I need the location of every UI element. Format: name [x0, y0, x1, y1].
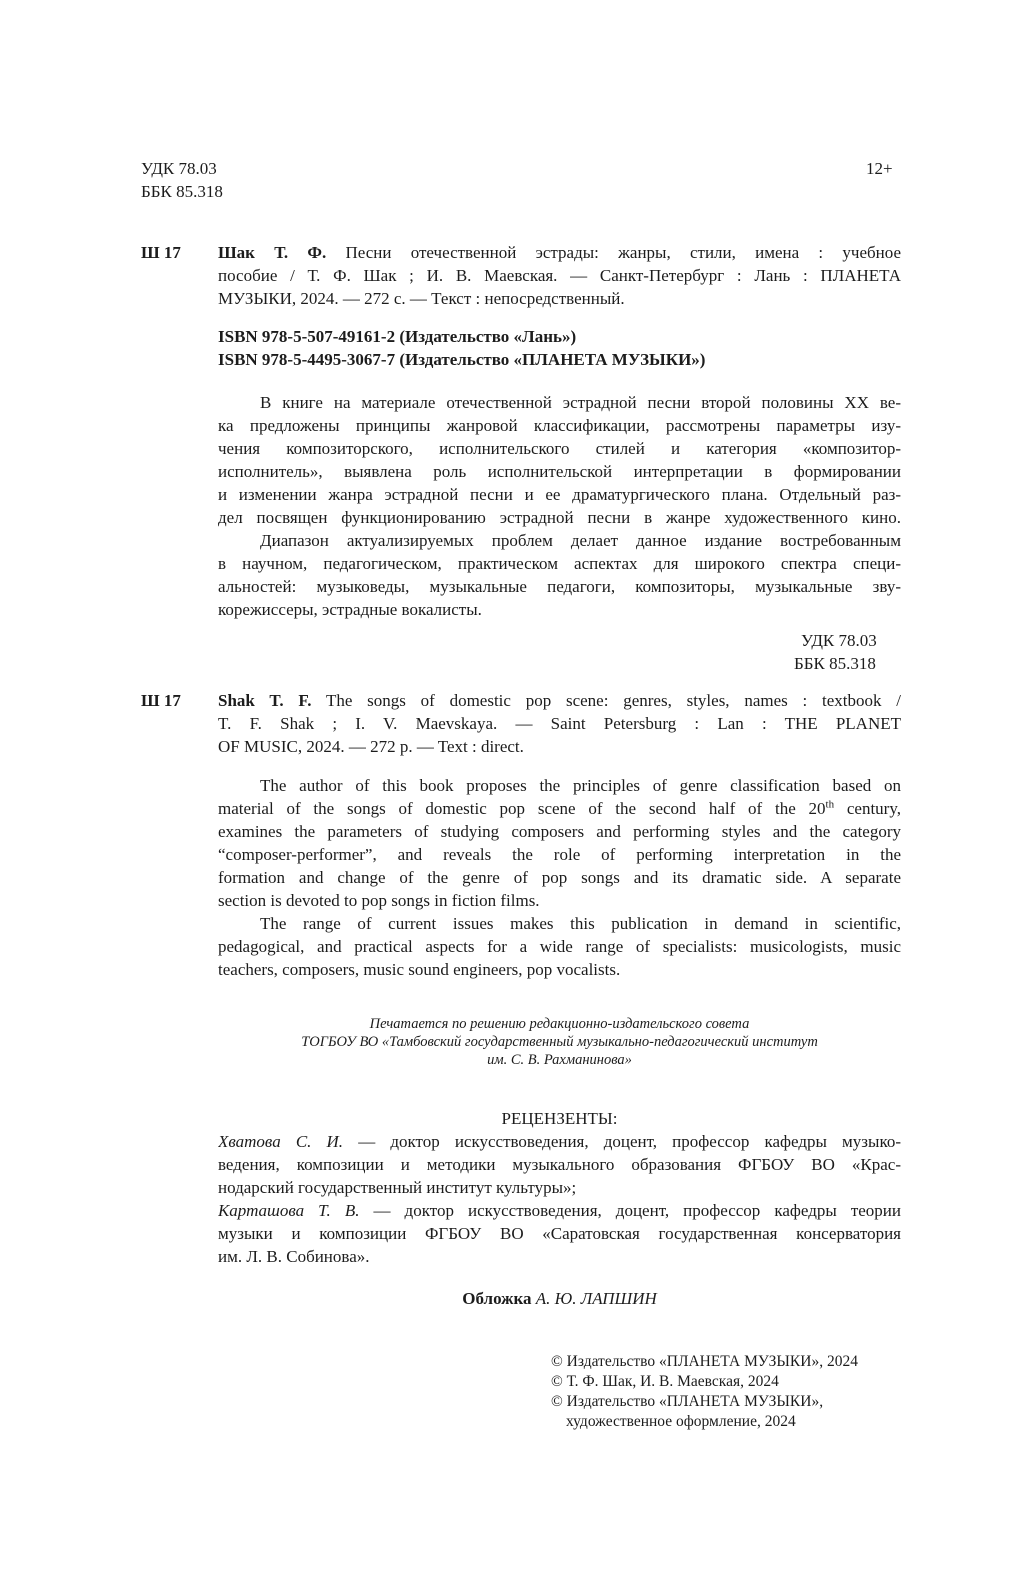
reviewer-line: нодарский государственный институт культуры»;	[218, 1178, 577, 1197]
en-entry-line: OF MUSIC, 2024. — 272 p. — Text : direct.	[218, 737, 524, 756]
en-abstract-line: material of the songs of domestic pop scene of the second half of the 20	[218, 799, 826, 818]
en-entry-description	[218, 690, 901, 759]
ru-abstract-line: Диапазон актуализируемых проблем делает данное издание востребованным	[260, 531, 901, 550]
reviewer-line: — доктор искусствоведения, доцент, профессор кафедры теории	[359, 1201, 901, 1220]
en-abstract-line: examines the parameters of studying composers and performing styles and the category	[218, 822, 901, 841]
udk-code: УДК 78.03	[141, 159, 217, 178]
en-entry-code: Ш 17	[141, 691, 181, 710]
council-line: Печатается по решению редакционно-издательского совета	[369, 1016, 750, 1032]
isbn-lan: ISBN 978-5-507-49161-2 (Издательство «Лань»)	[218, 327, 577, 346]
reviewer-line: им. Л. В. Собинова».	[218, 1247, 370, 1266]
ru-entry-line: МУЗЫКИ, 2024. — 272 с. — Текст : непосредственный.	[218, 289, 625, 308]
ru-abstract-line: чения композиторского, исполнительского стилей и категория «композитор-	[218, 439, 901, 458]
reviewers-list	[218, 1131, 901, 1269]
cover-designer-name: А. Ю. ЛАПШИН	[535, 1289, 657, 1308]
reviewer-line: ведения, композиции и методики музыкального образования ФГБОУ ВО «Крас-	[218, 1155, 901, 1174]
reviewers-heading: РЕЦЕНЗЕНТЫ:	[501, 1109, 618, 1128]
bbk-code: ББК 85.318	[141, 182, 223, 201]
en-author: Shak T. F.	[218, 691, 312, 710]
copyright-line: © Издательство «ПЛАНЕТА МУЗЫКИ», 2024	[551, 1353, 858, 1370]
en-abstract-line: The author of this book proposes the principles of genre classification based on	[260, 776, 901, 795]
en-abstract-line: “composer-performer”, and reveals the role of performing interpretation in the	[218, 845, 901, 864]
cover-label: Обложка	[462, 1289, 532, 1308]
ru-abstract-line: в научном, педагогическом, практическом аспектах для широкого спектра специ-	[218, 554, 901, 573]
en-abstract-line: section is devoted to pop songs in fiction films.	[218, 891, 540, 910]
council-line: им. С. В. Рахманинова»	[487, 1052, 632, 1068]
copyright-line: © Т. Ф. Шак, И. В. Маевская, 2024	[551, 1373, 779, 1390]
cover-credit	[218, 1288, 901, 1310]
ru-abstract-line: корежиссеры, эстрадные вокалисты.	[218, 600, 482, 619]
en-abstract-line: pedagogical, and practical aspects for a wide range of specialists: musicologists, music	[218, 937, 901, 956]
reviewer-name: Карташова Т. В.	[218, 1201, 360, 1220]
en-entry-line: The songs of domestic pop scene: genres, styles, names : textbook /	[325, 691, 901, 710]
en-udk-code: УДК 78.03	[801, 631, 877, 650]
ru-abstract-line: и изменении жанра эстрадной песни и ее драматургического плана. Отдельный раз-	[218, 485, 901, 504]
superscript-th: th	[825, 798, 835, 811]
isbn-planeta: ISBN 978-5-4495-3067-7 (Издательство «ПЛАНЕТА МУЗЫКИ»)	[218, 350, 706, 369]
ru-abstract-line: альностей: музыковеды, музыкальные педагоги, композиторы, музыкальные зву-	[218, 577, 901, 596]
copyright-line: © Издательство «ПЛАНЕТА МУЗЫКИ»,	[551, 1393, 824, 1410]
ru-abstract-line: ка предложены принципы жанровой классификации, рассмотрены параметры изу-	[218, 416, 901, 435]
council-line: ТОГБОУ ВО «Тамбовский государственный музыкально-педагогический институт	[301, 1034, 818, 1050]
reviewer-line: музыки и композиции ФГБОУ ВО «Саратовская государственная консерватория	[218, 1224, 901, 1243]
ru-abstract-line: В книге на материале отечественной эстрадной песни второй половины XX ве-	[260, 393, 901, 412]
ru-abstract	[218, 392, 901, 622]
copyright-line: художественное оформление, 2024	[566, 1413, 796, 1430]
reviewer-line: — доктор искусствоведения, доцент, профессор кафедры музыко-	[343, 1132, 901, 1151]
ru-entry-line: пособие / Т. Ф. Шак ; И. В. Маевская. — Санкт-Петербург : Лань : ПЛАНЕТА	[218, 266, 901, 285]
ru-entry-code: Ш 17	[141, 243, 181, 262]
en-abstract-line: century,	[834, 799, 901, 818]
ru-abstract-line: дел посвящен функционированию эстрадной песни в жанре художественного кино.	[218, 508, 901, 527]
ru-entry-description	[218, 242, 901, 311]
reviewer-name: Хватова С. И.	[218, 1132, 344, 1151]
age-rating: 12+	[866, 159, 893, 178]
en-abstract-line: The range of current issues makes this publication in demand in scientific,	[260, 914, 901, 933]
en-bbk-code: ББК 85.318	[794, 654, 876, 673]
en-abstract-line: teachers, composers, music sound engineers, pop vocalists.	[218, 960, 621, 979]
en-abstract-line: formation and change of the genre of pop songs and its dramatic side. A separate	[218, 868, 901, 887]
en-abstract	[218, 775, 901, 982]
ru-entry-line: Песни отечественной эстрады: жанры, стили, имена : учебное	[345, 243, 901, 262]
en-entry-line: T. F. Shak ; I. V. Maevskaya. — Saint Petersburg : Lan : THE PLANET	[218, 714, 901, 733]
ru-author: Шак Т. Ф.	[218, 243, 327, 262]
ru-abstract-line: исполнитель», выявлена роль исполнительской интерпретации в формировании	[218, 462, 901, 481]
